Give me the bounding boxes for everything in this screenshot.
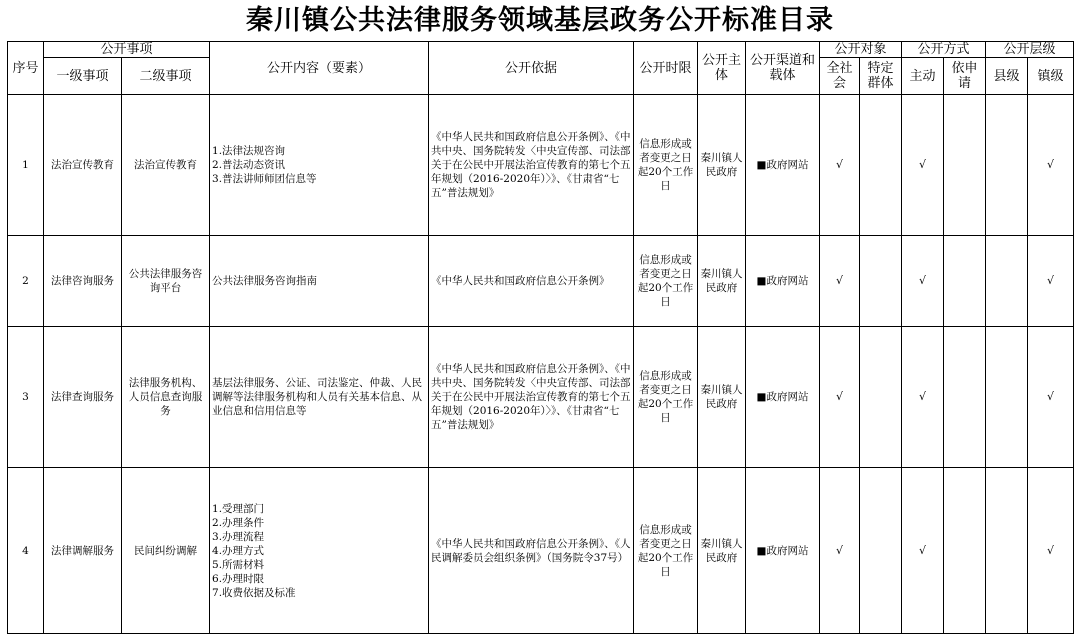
row-content [210, 327, 429, 468]
row-level-town: √ [1028, 236, 1074, 327]
row-content [210, 236, 429, 327]
header-basis: 公开依据 [429, 42, 634, 95]
row-level2: 民间纠纷调解 [122, 468, 210, 634]
row-level-county [986, 95, 1028, 236]
table-row [8, 236, 1074, 327]
content-item: 2.办理条件 [212, 516, 265, 529]
row-seq: 4 [8, 468, 44, 634]
row-subject: 秦川镇人民政府 [698, 95, 746, 236]
row-time-limit: 信息形成或者变更之日起20个工作日 [634, 95, 698, 236]
header-channel: 公开渠道和载体 [746, 42, 820, 95]
row-level-county [986, 327, 1028, 468]
content-item: 公共法律服务咨询指南 [212, 275, 318, 287]
row-method-active: √ [902, 468, 944, 634]
content-item: 2.普法动态资讯 [212, 159, 286, 171]
row-level-town: √ [1028, 468, 1074, 634]
content-item: 3.办理流程 [212, 530, 265, 543]
row-method-apply [944, 95, 986, 236]
header-level-town: 镇级 [1028, 58, 1074, 95]
header-matter-group: 公开事项 [44, 42, 210, 58]
header-level-county: 县级 [986, 58, 1028, 95]
row-content [210, 468, 429, 634]
row-target-specific [860, 327, 902, 468]
table-row [8, 468, 1074, 634]
content-item: 7.收费依据及标准 [212, 586, 296, 599]
header-method-apply: 依申请 [944, 58, 986, 95]
row-subject: 秦川镇人民政府 [698, 236, 746, 327]
row-target-public: √ [820, 327, 860, 468]
content-item: 6.办理时限 [212, 572, 265, 585]
row-target-public: √ [820, 95, 860, 236]
row-channel: ■政府网站 [746, 327, 820, 468]
page-title: 秦川镇公共法律服务领域基层政务公开标准目录 [246, 5, 834, 36]
row-basis: 《中华人民共和国政府信息公开条例》、《人民调解委员会组织条例》（国务院令37号） [429, 468, 634, 634]
row-time-limit: 信息形成或者变更之日起20个工作日 [634, 236, 698, 327]
row-channel: ■政府网站 [746, 236, 820, 327]
content-item: 1.法律法规咨询 [212, 145, 286, 157]
row-channel: ■政府网站 [746, 468, 820, 634]
row-level-town: √ [1028, 95, 1074, 236]
table-body [8, 95, 1074, 634]
row-basis: 《中华人民共和国政府信息公开条例》 [429, 236, 634, 327]
row-method-active: √ [902, 236, 944, 327]
header-level-group: 公开层级 [986, 42, 1074, 58]
row-level1: 法律咨询服务 [44, 236, 122, 327]
table-row [8, 95, 1074, 236]
header-target-group: 公开对象 [820, 42, 902, 58]
content-item: 3.普法讲师师团信息等 [212, 173, 317, 185]
header-target-specific: 特定群体 [860, 58, 902, 95]
row-time-limit: 信息形成或者变更之日起20个工作日 [634, 468, 698, 634]
content-item: 1.受理部门 [212, 502, 265, 515]
header-time-limit: 公开时限 [634, 42, 698, 95]
header-method-group: 公开方式 [902, 42, 986, 58]
row-level-town: √ [1028, 327, 1074, 468]
row-content [210, 95, 429, 236]
row-method-apply [944, 236, 986, 327]
row-method-apply [944, 327, 986, 468]
row-subject: 秦川镇人民政府 [698, 327, 746, 468]
row-level2: 公共法律服务咨询平台 [122, 236, 210, 327]
row-level1: 法律查询服务 [44, 327, 122, 468]
row-level-county [986, 468, 1028, 634]
row-level1: 法治宣传教育 [44, 95, 122, 236]
row-method-active: √ [902, 95, 944, 236]
row-target-specific [860, 236, 902, 327]
table-row [8, 327, 1074, 468]
row-target-public: √ [820, 468, 860, 634]
row-basis: 《中华人民共和国政府信息公开条例》、《中共中央、国务院转发〈中央宣传部、司法部关于在公民中开展法治宣传教育的第七个五年规划（2016-2020年）〉》、《甘肃省“七五”普法规划》 [429, 95, 634, 236]
header-content: 公开内容（要素） [210, 42, 429, 95]
header-subject: 公开主体 [698, 42, 746, 95]
row-seq: 1 [8, 95, 44, 236]
row-method-active: √ [902, 327, 944, 468]
header-level1: 一级事项 [44, 58, 122, 95]
row-seq: 3 [8, 327, 44, 468]
content-item: 基层法律服务、公证、司法鉴定、仲裁、人民调解等法律服务机构和人员有关基本信息、从业信息和信用信息等 [212, 377, 423, 417]
row-target-public: √ [820, 236, 860, 327]
header-level2: 二级事项 [122, 58, 210, 95]
row-channel: ■政府网站 [746, 95, 820, 236]
row-level1: 法律调解服务 [44, 468, 122, 634]
row-method-apply [944, 468, 986, 634]
row-basis: 《中华人民共和国政府信息公开条例》、《中共中央、国务院转发〈中央宣传部、司法部关于在公民中开展法治宣传教育的第七个五年规划（2016-2020年）〉》、《甘肃省“七五”普法规划》 [429, 327, 634, 468]
row-seq: 2 [8, 236, 44, 327]
row-level2: 法律服务机构、人员信息查询服务 [122, 327, 210, 468]
row-target-specific [860, 468, 902, 634]
header-method-active: 主动 [902, 58, 944, 95]
header-seq: 序号 [8, 42, 44, 95]
row-level2: 法治宣传教育 [122, 95, 210, 236]
row-level-county [986, 236, 1028, 327]
header-target-public: 全社会 [820, 58, 860, 95]
content-item: 5.所需材料 [212, 558, 265, 571]
catalog-table [7, 41, 1074, 634]
row-time-limit: 信息形成或者变更之日起20个工作日 [634, 327, 698, 468]
row-target-specific [860, 95, 902, 236]
content-item: 4.办理方式 [212, 544, 265, 557]
row-subject: 秦川镇人民政府 [698, 468, 746, 634]
